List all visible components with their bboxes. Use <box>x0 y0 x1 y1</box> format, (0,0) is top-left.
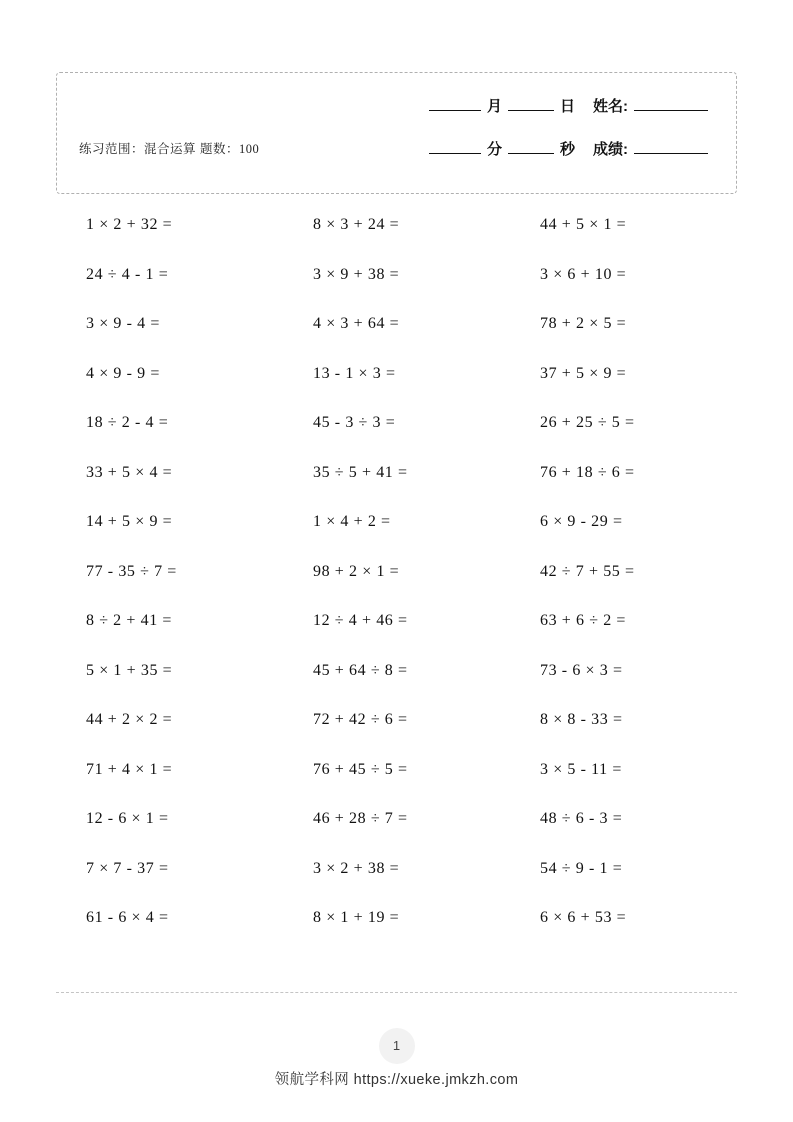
month-blank[interactable] <box>429 97 481 111</box>
problem-item: 8 × 8 - 33 = <box>540 711 623 728</box>
minute-label: 分 <box>486 141 502 158</box>
score-blank[interactable] <box>634 140 708 154</box>
second-blank[interactable] <box>508 140 554 154</box>
problem-item: 37 + 5 × 9 = <box>540 364 627 382</box>
problem-item: 54 ÷ 9 - 1 = <box>540 859 623 877</box>
problem-item: 76 + 45 ÷ 5 = <box>313 760 408 778</box>
problem-item: 71 + 4 × 1 = <box>86 760 173 778</box>
problem-item: 6 × 9 - 29 = <box>540 513 623 530</box>
problem-item: 63 + 6 ÷ 2 = <box>540 612 627 629</box>
problem-item: 45 - 3 ÷ 3 = <box>313 414 396 431</box>
score-label: 成绩: <box>593 141 628 158</box>
problem-item: 78 + 2 × 5 = <box>540 315 627 332</box>
month-label: 月 <box>486 98 502 115</box>
problem-item: 12 - 6 × 1 = <box>86 810 169 827</box>
date-line <box>382 95 712 116</box>
problem-item: 76 + 18 ÷ 6 = <box>540 463 635 481</box>
problem-item: 98 + 2 × 1 = <box>313 562 400 580</box>
problem-item: 8 × 1 + 19 = <box>313 909 400 926</box>
problem-item: 7 × 7 - 37 = <box>86 859 169 877</box>
second-label: 秒 <box>559 141 575 158</box>
header-info-box <box>56 72 737 194</box>
problem-item: 4 × 9 - 9 = <box>86 364 160 382</box>
problem-item: 26 + 25 ÷ 5 = <box>540 414 635 431</box>
problem-item: 45 + 64 ÷ 8 = <box>313 661 408 679</box>
problem-item: 3 × 9 - 4 = <box>86 315 160 332</box>
problem-item: 12 ÷ 4 + 46 = <box>313 612 408 629</box>
problem-item: 3 × 6 + 10 = <box>540 265 627 283</box>
problem-item: 5 × 1 + 35 = <box>86 661 173 679</box>
problem-item: 3 × 5 - 11 = <box>540 760 622 778</box>
problem-item: 13 - 1 × 3 = <box>313 364 396 382</box>
footer-divider <box>56 992 737 993</box>
problem-item: 4 × 3 + 64 = <box>313 315 400 332</box>
header-fields <box>382 95 712 181</box>
day-label: 日 <box>559 98 575 115</box>
name-blank[interactable] <box>634 97 708 111</box>
problem-item: 8 × 3 + 24 = <box>313 216 400 233</box>
problems-grid <box>56 200 737 943</box>
problem-item: 77 - 35 ÷ 7 = <box>86 562 177 580</box>
problem-item: 3 × 2 + 38 = <box>313 859 400 877</box>
problem-item: 35 ÷ 5 + 41 = <box>313 463 408 481</box>
problem-item: 44 + 5 × 1 = <box>540 216 627 233</box>
problem-item: 1 × 4 + 2 = <box>313 513 391 530</box>
problem-item: 72 + 42 ÷ 6 = <box>313 711 408 728</box>
problem-item: 33 + 5 × 4 = <box>86 463 173 481</box>
time-line <box>382 138 712 159</box>
problem-item: 8 ÷ 2 + 41 = <box>86 612 173 629</box>
name-label: 姓名: <box>593 98 628 115</box>
page-number <box>0 1028 793 1064</box>
problem-item: 61 - 6 × 4 = <box>86 909 169 926</box>
problem-item: 48 ÷ 6 - 3 = <box>540 810 623 827</box>
problem-item: 46 + 28 ÷ 7 = <box>313 810 408 827</box>
problem-item: 18 ÷ 2 - 4 = <box>86 414 169 431</box>
problem-item: 42 ÷ 7 + 55 = <box>540 562 635 580</box>
problem-item: 1 × 2 + 32 = <box>86 216 173 233</box>
problem-item: 14 + 5 × 9 = <box>86 513 173 530</box>
practice-range-label <box>79 139 259 157</box>
site-watermark: 领航学科网 https://xueke.jmkzh.com <box>274 1072 519 1088</box>
day-blank[interactable] <box>508 97 554 111</box>
problem-item: 24 ÷ 4 - 1 = <box>86 265 169 283</box>
minute-blank[interactable] <box>429 140 481 154</box>
problem-item: 44 + 2 × 2 = <box>86 711 173 728</box>
problem-item: 73 - 6 × 3 = <box>540 661 623 679</box>
question-count-value: 100 <box>238 142 260 156</box>
problem-item: 6 × 6 + 53 = <box>540 909 627 926</box>
practice-range-text: 练习范围：混合运算 题数： <box>79 142 239 156</box>
page-number-value: 1 <box>379 1028 415 1064</box>
problem-item: 3 × 9 + 38 = <box>313 265 400 283</box>
